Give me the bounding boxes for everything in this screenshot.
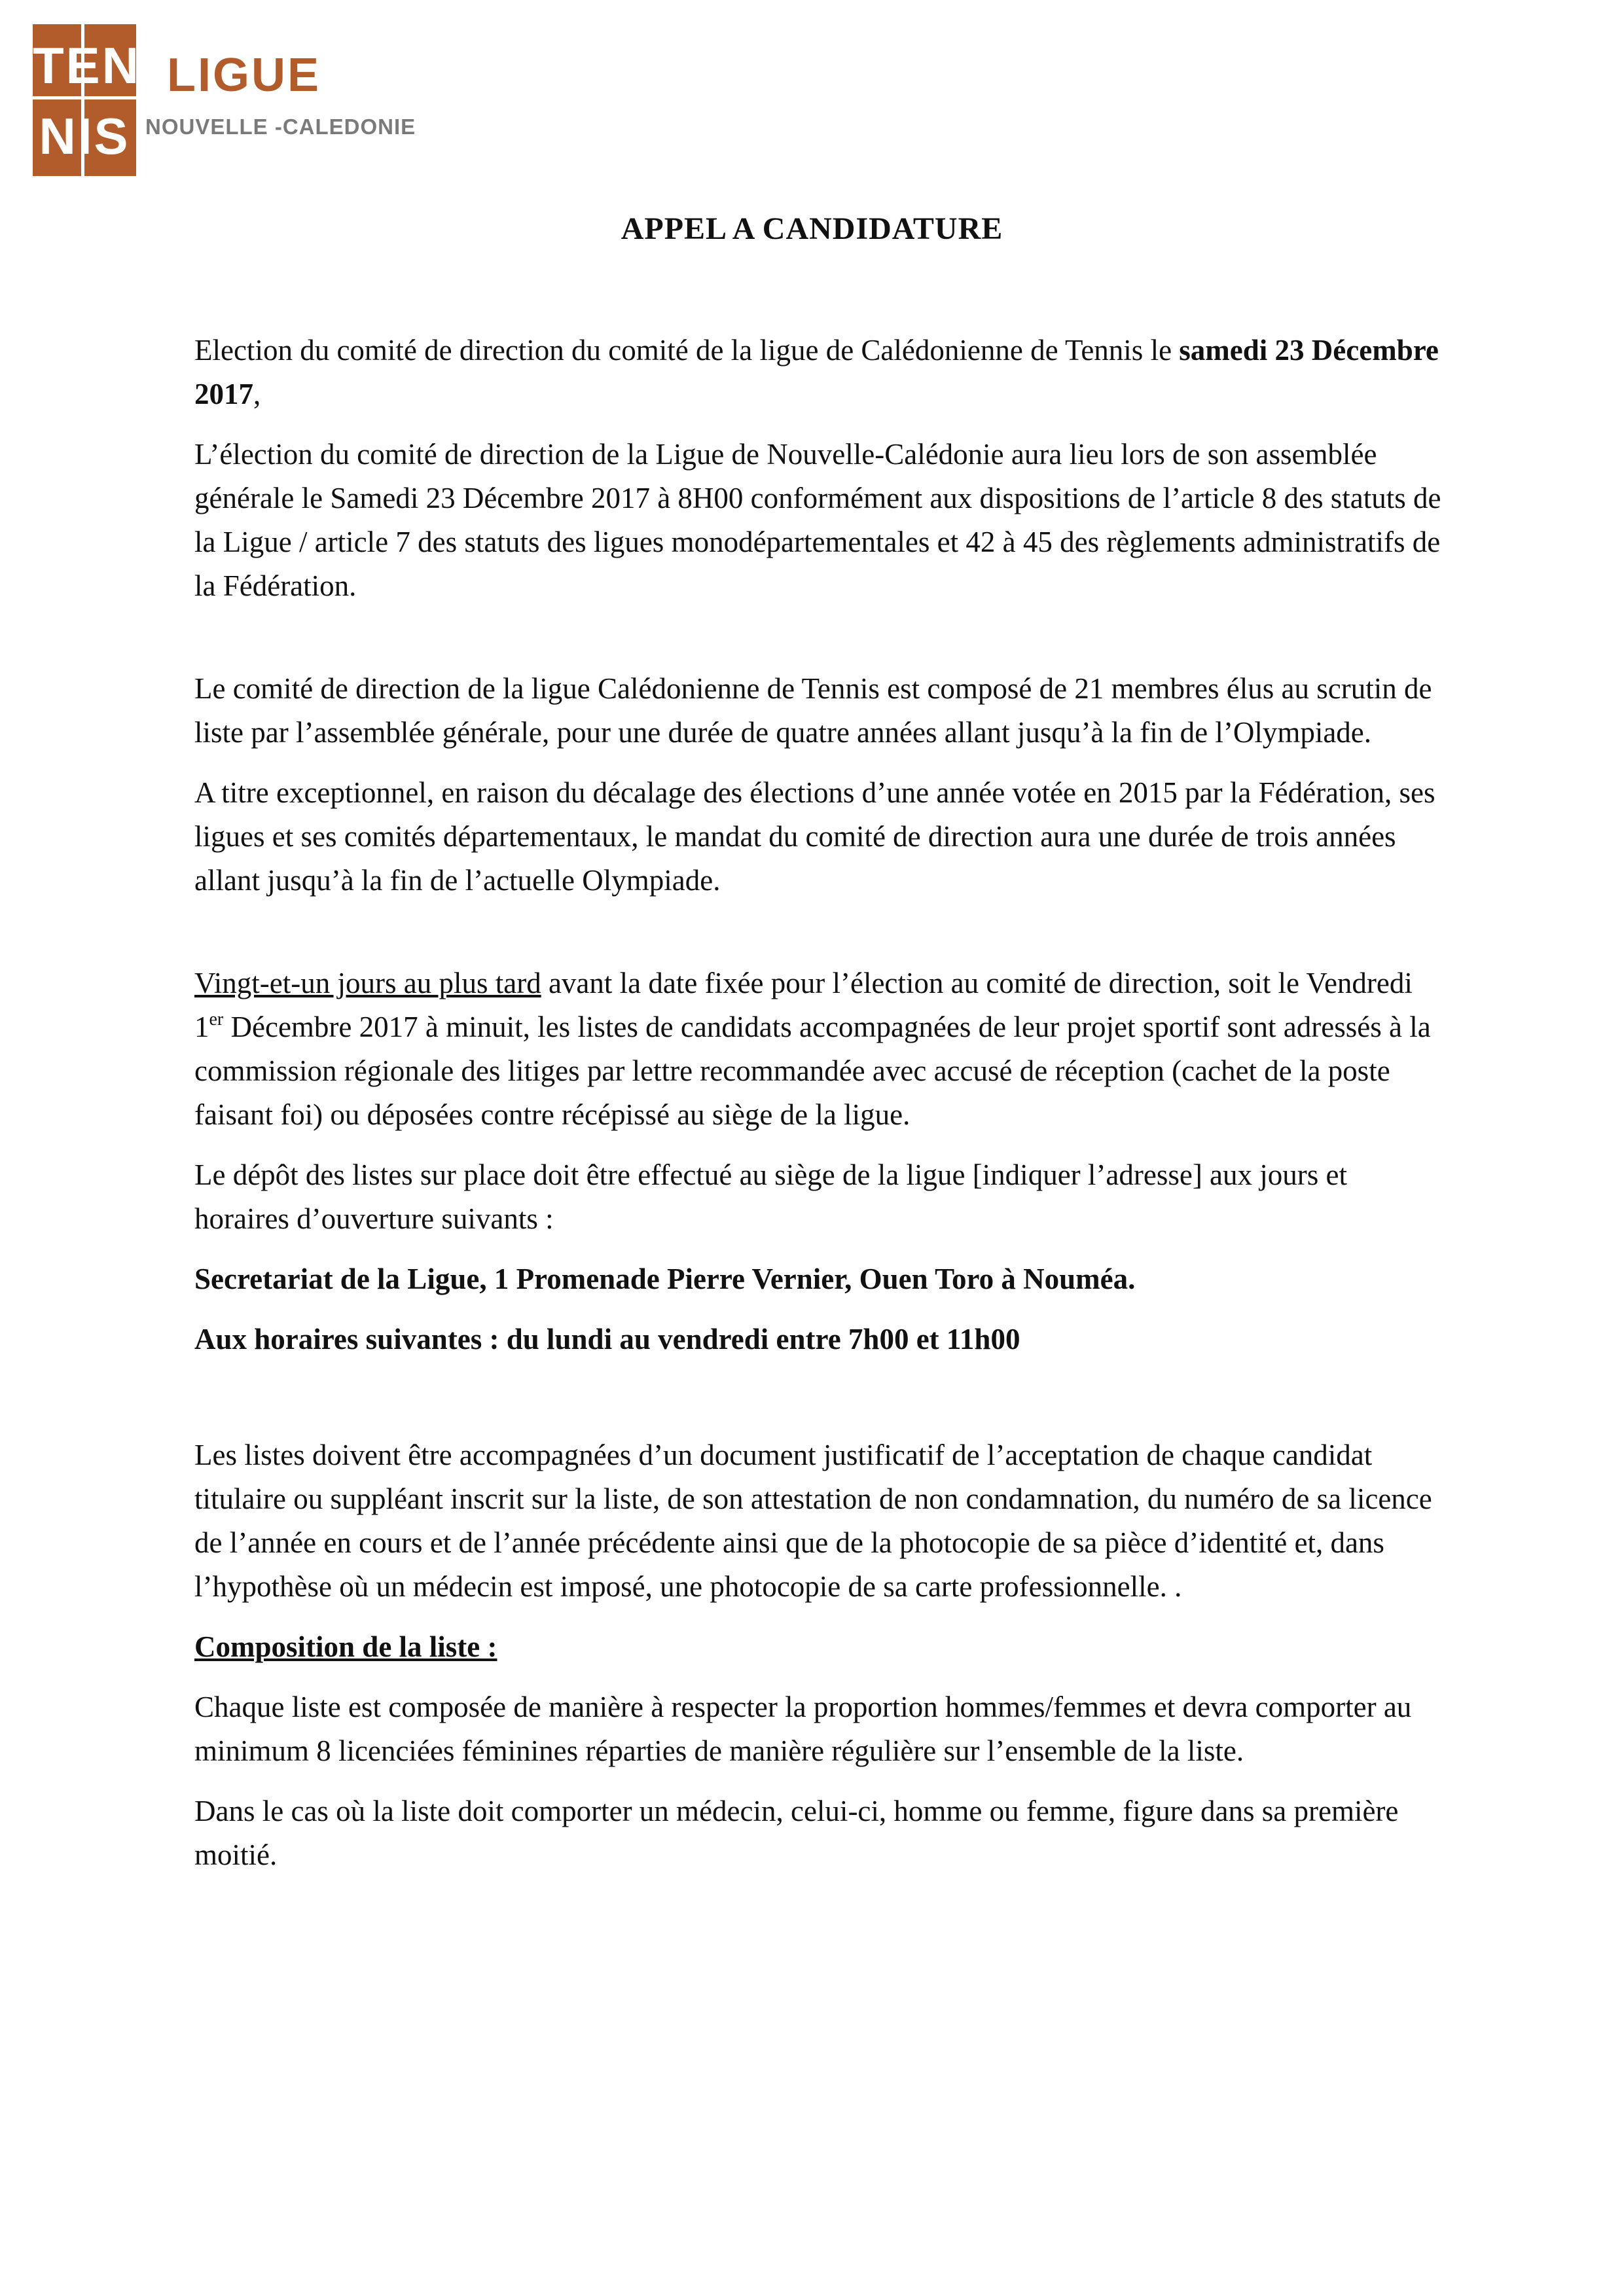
logo-word-ligue: LIGUE <box>167 49 321 101</box>
deadline-text-a: avant la date fixée pour l’élection au comité de direction, soit le Vendredi 1 <box>194 967 1413 1043</box>
logo-text-ten: TEN <box>33 37 141 94</box>
election-intro-comma: , <box>253 378 261 410</box>
election-intro-text: Election du comité de direction du comité de la ligue de Calédonienne de Tennis le <box>194 334 1180 367</box>
secretariat-address: Secretariat de la Ligue, 1 Promenade Pierre Vernier, Ouen Toro à Nouméa. <box>194 1263 1136 1295</box>
logo-subtitle: NOUVELLE -CALEDONIE <box>145 115 416 139</box>
logo-horizontal-rule <box>33 96 136 99</box>
election-date-bold: samedi 23 Décembre 2017 <box>194 334 1439 410</box>
paragraph-deadline <box>194 961 1448 1137</box>
paragraph-exceptional-mandate: A titre exceptionnel, en raison du décalage des élections d’une année votée en 2015 par la Fédération, ses ligues et ses comités départementaux, le mandat du comité de direction aura une durée de trois années allant jusqu’à la fin de l’actuelle Olympiade. <box>194 776 1435 897</box>
paragraph-committee-composition: Le comité de direction de la ligue Calédonienne de Tennis est composé de 21 membres élus au scrutin de liste par l’assemblée générale, pour une durée de quatre années allant jusqu’à la fin de l’Olympiade. <box>194 672 1432 749</box>
deadline-text-b: Décembre 2017 à minuit, les listes de candidats accompagnées de leur projet sportif sont adressés à la commission régionale des litiges par lettre recommandée avec accusé de réception (cachet de la poste faisant foi) ou déposées contre récépissé au siège de la ligue. <box>194 1011 1431 1131</box>
paragraph-assembly: L’élection du comité de direction de la Ligue de Nouvelle-Calédonie aura lieu lors de son assemblée générale le Samedi 23 Décembre 2017 à 8H00 conformément aux dispositions de l’article 8 des statuts de la Ligue / article 7 des statuts des ligues monodépartementales et 42 à 45 des règlements administratifs de la Fédération. <box>194 438 1441 602</box>
composition-heading: Composition de la liste : <box>194 1630 497 1663</box>
tennis-logo-box <box>33 24 141 176</box>
paragraph-deposit: Le dépôt des listes sur place doit être effectué au siège de la ligue [indiquer l’adresse] aux jours et horaires d’ouverture suivants : <box>194 1158 1347 1235</box>
paragraph-gender-proportion: Chaque liste est composée de manière à respecter la proportion hommes/femmes et devra comporter au minimum 8 licenciées féminines réparties de manière régulière sur l’ensemble de la liste. <box>194 1691 1412 1767</box>
ligue-logo <box>33 24 419 178</box>
opening-hours: Aux horaires suivantes : du lundi au vendredi entre 7h00 et 11h00 <box>194 1323 1020 1355</box>
paragraph-doctor: Dans le cas où la liste doit comporter un médecin, celui-ci, homme ou femme, figure dans sa première moitié. <box>194 1795 1399 1871</box>
deadline-underlined: Vingt-et-un jours au plus tard <box>194 967 541 999</box>
paragraph-required-documents: Les listes doivent être accompagnées d’un document justificatif de l’acceptation de chaque candidat titulaire ou suppléant inscrit sur la liste, de son attestation de non condamnation, du numéro de sa licence de l’année en cours et de l’année précédente ainsi que de la photocopie de sa pièce d’identité et, dans l’hypothèse où un médecin est imposé, une photocopie de sa carte professionnelle. . <box>194 1439 1432 1603</box>
document-body <box>194 329 1448 1877</box>
paragraph-election-date <box>194 329 1448 416</box>
deadline-superscript: er <box>209 1009 224 1030</box>
logo-text-nis: NIS <box>39 107 130 165</box>
document-title: APPEL A CANDIDATURE <box>621 211 1003 246</box>
